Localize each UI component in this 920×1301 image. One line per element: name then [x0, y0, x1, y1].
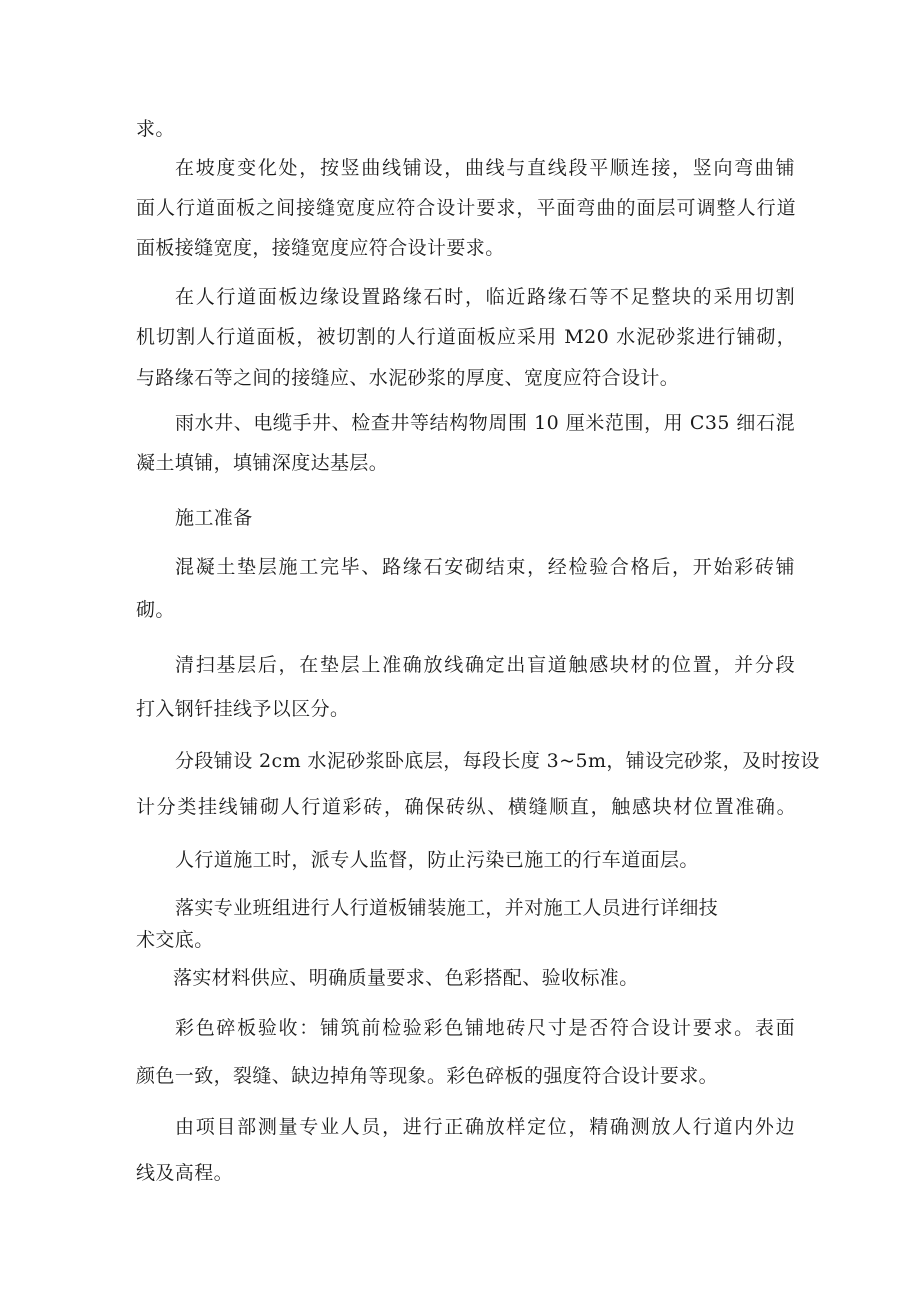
- text-line: 与路缘石等之间的接缝应、水泥砂浆的厚度、宽度应符合设计。: [136, 367, 680, 389]
- text-line: 彩色碎板验收：铺筑前检验彩色铺地砖尺寸是否符合设计要求。表面: [175, 1017, 795, 1039]
- text-line: 求。: [136, 118, 175, 140]
- text-line: 落实专业班组进行人行道板铺装施工，并对施工人员进行详细技: [175, 897, 719, 919]
- text-line: 清扫基层后，在垫层上准确放线确定出盲道触感块材的位置，并分段: [175, 654, 795, 676]
- text-line: 在人行道面板边缘设置路缘石时，临近路缘石等不足整块的采用切割: [175, 286, 795, 308]
- text-line: 术交底。: [136, 929, 214, 951]
- text-line: 面板接缝宽度，接缝宽度应符合设计要求。: [136, 237, 505, 259]
- text-line: 由项目部测量专业人员，进行正确放样定位，精确测放人行道内外边: [175, 1116, 795, 1138]
- text-line: 在坡度变化处，按竖曲线铺设，曲线与直线段平顺连接，竖向弯曲铺: [175, 157, 795, 179]
- text-line: 机切割人行道面板，被切割的人行道面板应采用 M20 水泥砂浆进行铺砌，: [136, 326, 796, 348]
- text-line: 落实材料供应、明确质量要求、色彩搭配、验收标准。: [173, 967, 639, 989]
- section-heading: 施工准备: [175, 507, 253, 529]
- text-line: 雨水井、电缆手井、检查井等结构物周围 10 厘米范围，用 C35 细石混: [175, 412, 795, 434]
- text-line: 计分类挂线铺砌人行道彩砖，确保砖纵、横缝顺直，触感块材位置准确。: [136, 796, 796, 818]
- text-line: 砌。: [136, 599, 175, 621]
- text-line: 混凝土垫层施工完毕、路缘石安砌结束，经检验合格后，开始彩砖铺: [175, 556, 795, 578]
- text-line: 凝土填铺，填铺深度达基层。: [136, 452, 389, 474]
- text-line: 面人行道面板之间接缝宽度应符合设计要求，平面弯曲的面层可调整人行道: [136, 197, 796, 219]
- text-line: 线及高程。: [136, 1162, 234, 1184]
- text-line: 打入钢钎挂线予以区分。: [136, 698, 350, 720]
- text-line: 颜色一致，裂缝、缺边掉角等现象。彩色碎板的强度符合设计要求。: [136, 1065, 719, 1087]
- text-line: 人行道施工时，派专人监督，防止污染已施工的行车道面层。: [175, 849, 699, 871]
- text-line: 分段铺设 2cm 水泥砂浆卧底层，每段长度 3~5m，铺设完砂浆，及时按设: [175, 750, 820, 772]
